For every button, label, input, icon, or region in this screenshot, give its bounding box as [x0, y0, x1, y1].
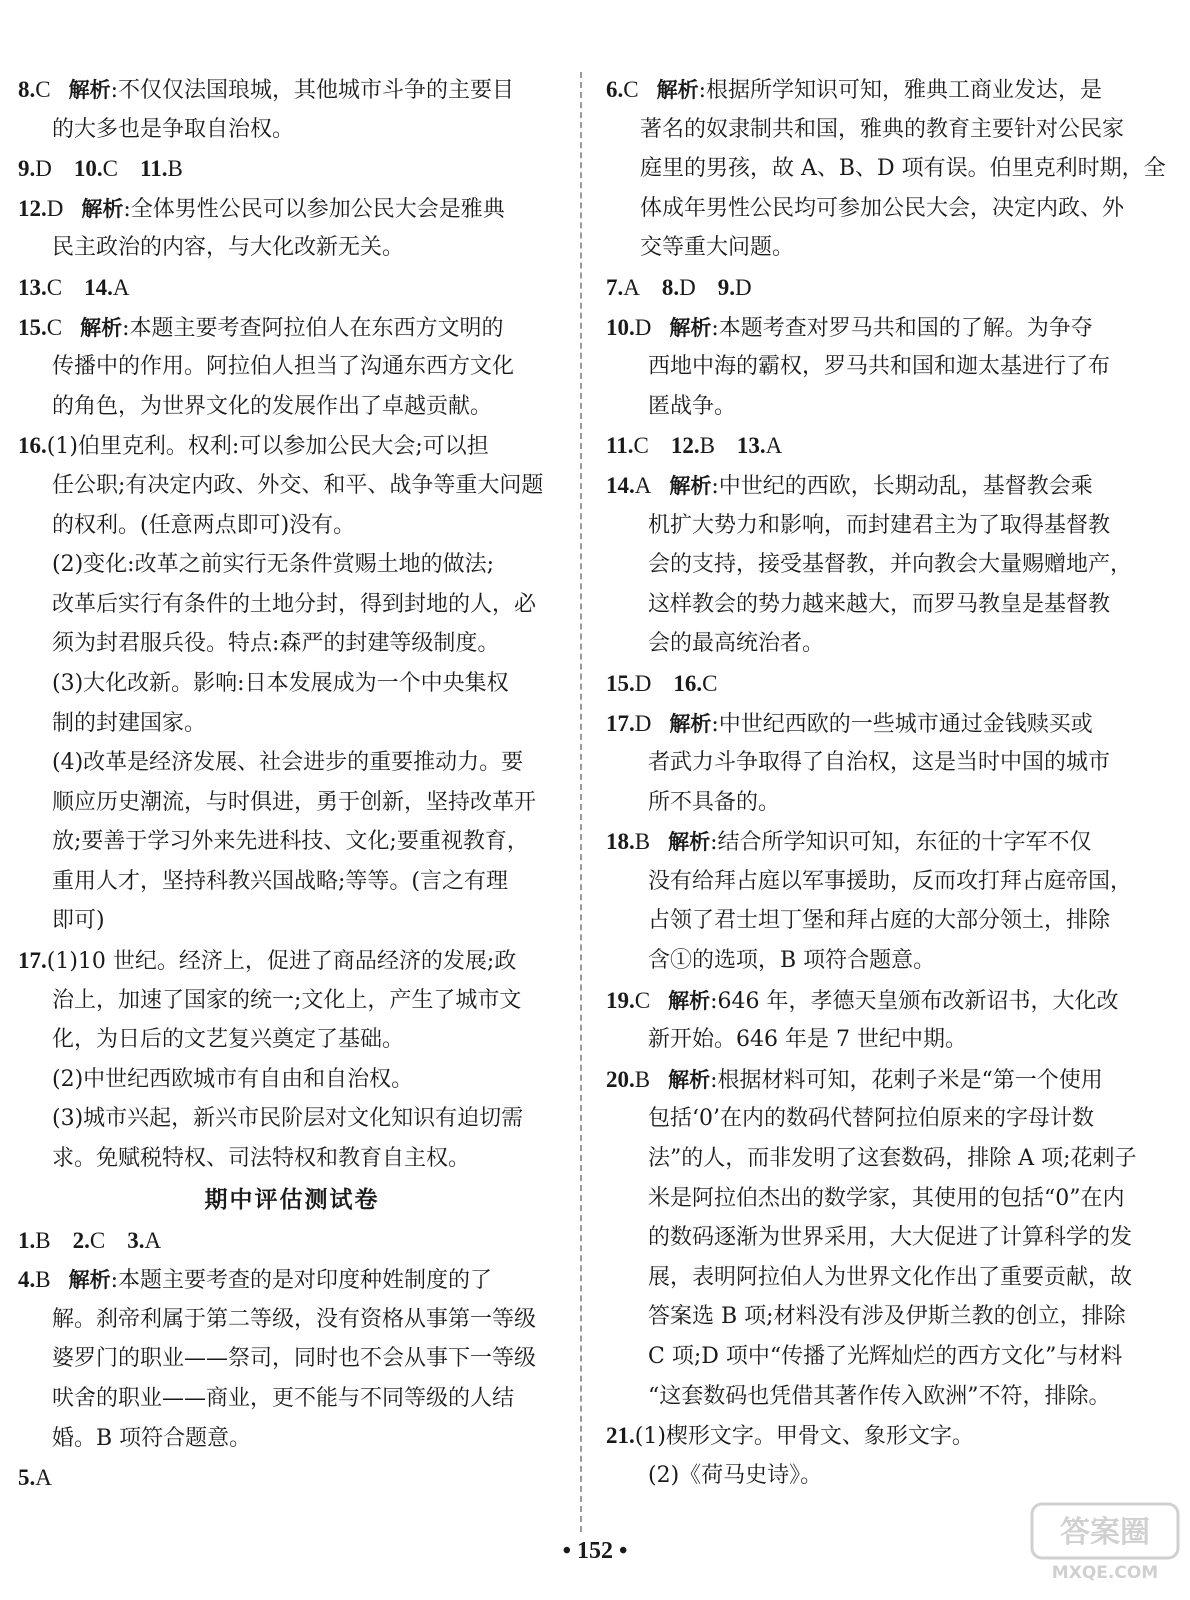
answer-line: (4)改革是经济发展、社会进步的重要推动力。要 — [52, 750, 524, 776]
answer-line: 庭里的男孩，故 A、B、D 项有误。伯里克利时期，全 — [640, 156, 1166, 182]
answer-line: 答案选 B 项;材料没有涉及伊斯兰教的创立，排除 — [648, 1304, 1126, 1330]
answer-line: 制的封建国家。 — [52, 710, 207, 736]
watermark-top-text: 答案圈 — [1060, 1515, 1150, 1550]
answer-line: 传播中的作用。阿拉伯人担当了沟通东西方文化 — [52, 354, 515, 380]
answer-line: 21.(1)楔形文字。甲骨文、象形文字。 — [606, 1423, 974, 1450]
answer-line: 交等重大问题。 — [640, 235, 795, 261]
answer-line: 吠舍的职业——商业，更不能与不同等级的人结 — [52, 1386, 515, 1411]
answer-line: 14.A 解析:中世纪的西欧，长期动乱，基督教会乘 — [606, 472, 1093, 499]
answer-line: 没有给拜占庭以军事援助，反而攻打拜占庭帝国， — [648, 868, 1133, 894]
answer-line: 者武力斗争取得了自治权，这是当时中国的城市 — [648, 750, 1111, 776]
answer-line: 的大多也是争取自治权。 — [52, 116, 295, 142]
answer-line: 这样教会的势力越来越大，而罗马教皇是基督教 — [648, 591, 1111, 617]
answer-line: 17.D 解析:中世纪西欧的一些城市通过金钱赎买或 — [606, 710, 1093, 737]
answer-line: 婚。B 项符合题意。 — [52, 1425, 252, 1451]
answer-line: 10.D 解析:本题考查对罗马共和国的了解。为争夺 — [606, 314, 1093, 341]
answer-line: 17.(1)10 世纪。经济上，促进了商品经济的发展;政 — [18, 948, 517, 975]
answer-line: 重用人才，坚持科教兴国战略;等等。(言之有理 — [52, 868, 508, 894]
answer-line: 15.D 16.C — [606, 670, 718, 696]
watermark-bottom-text: MXQE.COM — [1051, 1563, 1159, 1582]
answer-line: 著名的奴隶制共和国，雅典的教育主要针对公民家 — [640, 116, 1125, 142]
answer-line: 16.(1)伯里克利。权利:可以参加公民大会;可以担 — [18, 433, 489, 460]
section-title: 期中评估测试卷 — [204, 1185, 380, 1213]
answer-line: (2)中世纪西欧城市有自由和自治权。 — [52, 1066, 414, 1092]
answer-line: 化，为日后的文艺复兴奠定了基础。 — [52, 1027, 405, 1053]
answer-line: 法”的人，而非发明了这套数码，排除 A 项;花剌子 — [648, 1146, 1137, 1172]
answer-line: 9.D 10.C 11.B — [18, 156, 183, 182]
answer-line: 的数码逐渐为世界采用，大大促进了计算科学的发 — [648, 1225, 1133, 1251]
answer-line: 治上，加速了国家的统一;文化上，产生了城市文 — [52, 987, 522, 1013]
left-column — [18, 70, 566, 1498]
answer-line: 包括‘0’在内的数码代替阿拉伯原来的字母计数 — [648, 1106, 1094, 1132]
answer-line: 12.D 解析:全体男性公民可以参加公民大会是雅典 — [18, 195, 505, 222]
page-number: • 152 • — [562, 1538, 628, 1564]
answer-line: 即可) — [52, 908, 105, 934]
answer-line: 1.B 2.C 3.A — [18, 1227, 162, 1253]
answer-line: 19.C 解析:646 年，孝德天皇颁布改新诏书，大化改 — [606, 987, 1119, 1014]
answer-line: 8.C 解析:不仅仅法国琅城，其他城市斗争的主要目 — [18, 77, 515, 103]
answer-line: 西地中海的霸权，罗马共和国和迦太基进行了布 — [648, 354, 1111, 380]
answer-line: 任公职;有决定内政、外交、和平、战争等重大问题 — [52, 472, 544, 498]
answer-line: 匿战争。 — [648, 393, 737, 419]
answer-line: 婆罗门的职业——祭司，同时也不会从事下一等级 — [52, 1346, 537, 1372]
column-divider — [580, 72, 582, 1532]
answer-line: 20.B 解析:根据材料可知，花剌子米是“第一个使用 — [606, 1066, 1103, 1093]
answer-line: 13.C 14.A — [18, 274, 130, 300]
answer-line: 7.A 8.D 9.D — [606, 274, 752, 300]
answer-line: 的权利。(任意两点即可)没有。 — [52, 512, 356, 538]
answer-line: 5.A — [18, 1465, 52, 1491]
answer-line: (3)大化改新。影响:日本发展成为一个中央集权 — [52, 670, 509, 696]
answer-line: 新开始。646 年是 7 世纪中期。 — [648, 1027, 967, 1053]
answer-line: 6.C 解析:根据所学知识可知，雅典工商业发达，是 — [606, 77, 1103, 103]
answer-line: 4.B 解析:本题主要考查的是对印度种姓制度的了 — [18, 1267, 493, 1294]
answer-line: (3)城市兴起，新兴市民阶层对文化知识有迫切需 — [52, 1106, 524, 1132]
answer-line: 所不具备的。 — [648, 789, 781, 815]
answer-line: (2)变化:改革之前实行无条件赏赐土地的做法; — [52, 552, 494, 578]
answer-line: 民主政治的内容，与大化改新无关。 — [52, 235, 405, 261]
answer-line: 求。免赋税特权、司法特权和教育自主权。 — [52, 1146, 471, 1172]
answer-line: 顺应历史潮流，与时俱进，勇于创新，坚持改革开 — [52, 789, 537, 815]
answer-line: 体成年男性公民均可参加公民大会，决定内政、外 — [640, 195, 1125, 221]
answer-line: 占领了君士坦丁堡和拜占庭的大部分领土，排除 — [648, 908, 1111, 934]
answer-line: “这套数码也凭借其著作传入欧洲”不符，排除。 — [648, 1383, 1111, 1409]
answer-line: 展，表明阿拉伯人为世界文化作出了重要贡献，故 — [648, 1264, 1133, 1290]
answer-line: 含①的选项，B 项符合题意。 — [648, 948, 936, 974]
answer-line: 的角色，为世界文化的发展作出了卓越贡献。 — [52, 393, 493, 419]
answer-line: 18.B 解析:结合所学知识可知，东征的十字军不仅 — [606, 829, 1092, 856]
answer-line: 米是阿拉伯杰出的数学家，其使用的包括“0”在内 — [648, 1185, 1125, 1211]
answer-line: 放;要善于学习外来先进科技、文化;要重视教育， — [52, 829, 529, 855]
answer-line: 会的最高统治者。 — [648, 631, 825, 657]
answer-line: 11.C 12.B 13.A — [606, 433, 783, 459]
answer-line: (2)《荷马史诗》。 — [648, 1462, 823, 1488]
answer-line: 改革后实行有条件的土地分封，得到封地的人，必 — [52, 591, 537, 617]
answer-line: 须为封君服兵役。特点:森严的封建等级制度。 — [52, 631, 500, 657]
watermark-logo — [1030, 1502, 1180, 1582]
answer-line: 会的支持，接受基督教，并向教会大量赐赠地产， — [648, 552, 1133, 578]
answer-line: C 项;D 项中“传播了光辉灿烂的西方文化”与材料 — [648, 1344, 1123, 1369]
answer-line: 机扩大势力和影响，而封建君主为了取得基督教 — [648, 512, 1111, 538]
right-column — [606, 70, 1172, 1495]
answer-line: 解。刹帝利属于第二等级，没有资格从事第一等级 — [52, 1306, 537, 1332]
answer-line: 15.C 解析:本题主要考查阿拉伯人在东西方文明的 — [18, 314, 504, 341]
